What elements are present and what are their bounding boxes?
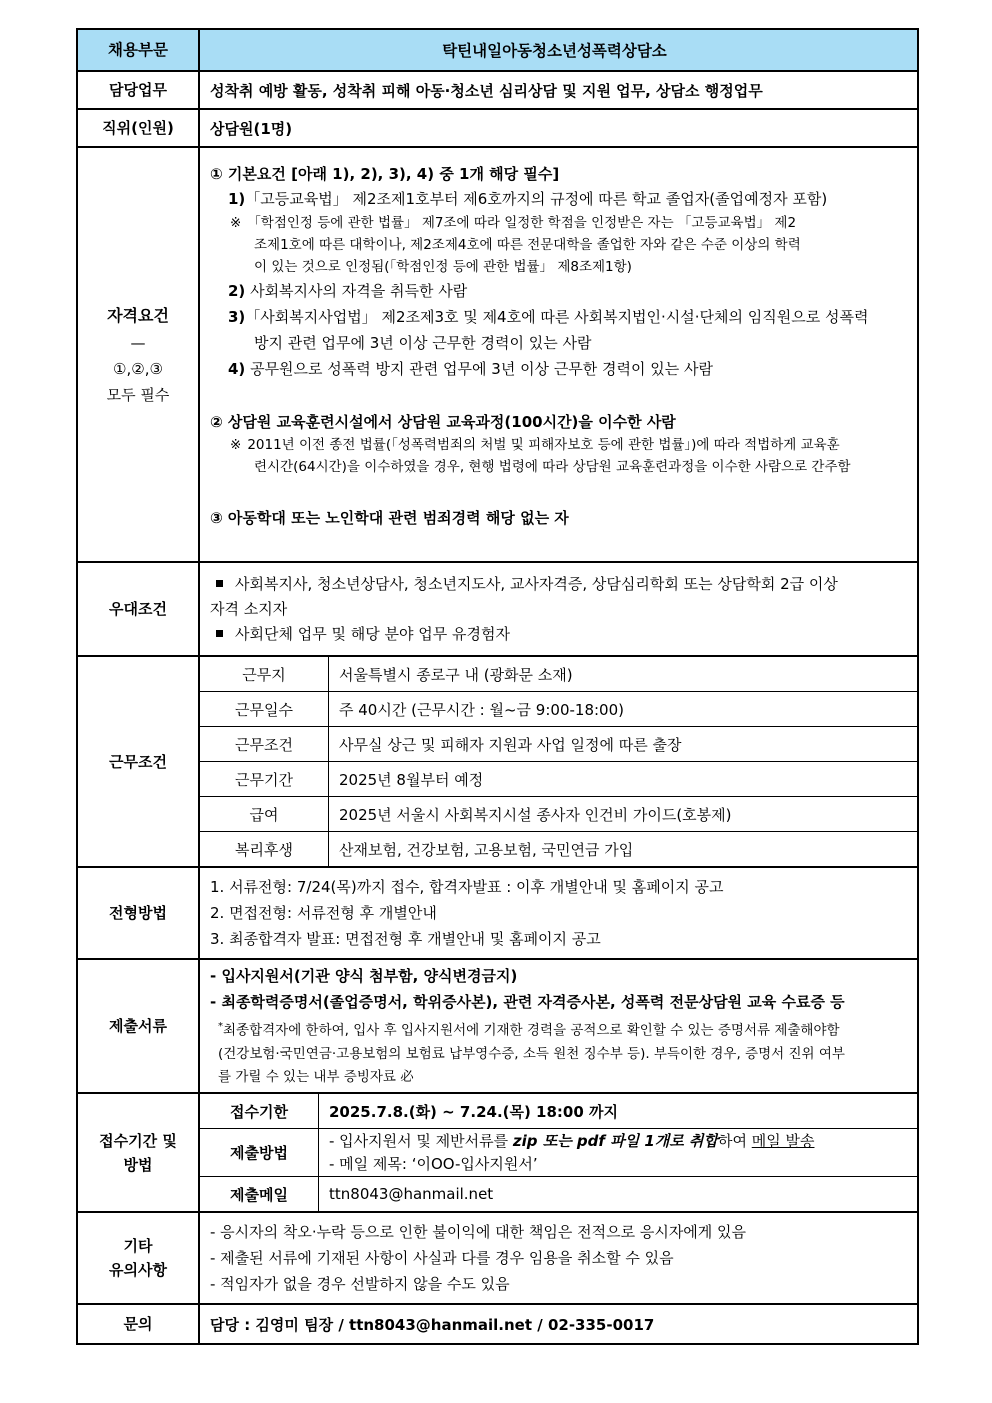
position-row [77, 109, 918, 147]
note-item-3: - 적임자가 없을 경우 선발하지 않을 수도 있음 [210, 1275, 510, 1293]
email-row [200, 1177, 917, 1212]
duty-row [77, 71, 918, 109]
receipt-label [77, 1093, 199, 1212]
requirement-item-1-text: 「고등교육법」 제2조제1호부터 제6호까지의 규정에 따른 학교 졸업자(졸업예정자 포함) [245, 190, 828, 208]
salary-row [200, 797, 917, 832]
basic-requirement-title: ① 기본요건 [아래 1), 2), 3), 4) 중 1개 해당 필수] [210, 165, 560, 183]
crime-record-requirement-title: ③ 아동학대 또는 노인학대 관련 범죄경력 해당 없는 자 [210, 509, 569, 527]
receipt-label-line-1: 접수기간 및 [99, 1131, 177, 1150]
square-bullet-icon [216, 630, 223, 637]
requirement-item-4 [210, 356, 909, 382]
job-posting-document [76, 28, 919, 1345]
requirement-item-1-number: 1) [228, 190, 246, 208]
email-label: 제출메일 [200, 1177, 319, 1212]
square-bullet-icon [216, 580, 223, 587]
work-conditions-table [200, 657, 917, 866]
preference-item-1-text: 사회복지사, 청소년상담사, 청소년지도사, 교사자격증, 상담심리학회 또는 상담학회 2급 이상 [235, 574, 838, 593]
document-item-1: - 입사지원서(기관 양식 첨부함, 양식변경금지) [210, 967, 518, 986]
method-value [319, 1129, 918, 1177]
qualification-label-items: ①,②,③ [113, 359, 163, 378]
education-note-line-1 [230, 212, 909, 234]
education-note-text-1: 「학점인정 등에 관한 법률」 제7조에 따라 일정한 학점을 인정받은 자는 「고등교육법」 제2 [247, 215, 797, 231]
receipt-table [200, 1094, 917, 1211]
note-item-1: - 응시자의 착오·누락 등으로 인한 불이익에 대한 책임은 전적으로 응시자에게 있음 [210, 1223, 747, 1241]
documents-row [77, 959, 918, 1093]
documents-note-line-1 [218, 1015, 909, 1043]
note-mark: ※ [230, 215, 242, 231]
work-location-row [200, 657, 917, 692]
notes-label-line-2: 유의사항 [109, 1261, 167, 1279]
training-requirement-title: ② 상담원 교육훈련시설에서 상담원 교육과정(100시간)을 이수한 사람 [210, 413, 676, 431]
preference-row [77, 562, 918, 656]
work-hours-value: 주 40시간 (근무시간 : 월~금 9:00-18:00) [329, 692, 918, 727]
requirement-item-3 [210, 304, 909, 330]
education-note-line-2: 조제1호에 따른 대학이나, 제2조제4호에 따른 전문대학을 졸업한 자와 같은 수준 이상의 학력 [254, 237, 801, 253]
selection-row [77, 867, 918, 959]
selection-step-1: 1. 서류전형: 7/24(목)까지 접수, 합격자발표 : 이후 개별안내 및 홈페이지 공고 [210, 878, 724, 896]
contact-value: 담당 : 김영미 팀장 / ttn8043@hanmail.net / 02-335-0017 [199, 1304, 918, 1344]
work-hours-row [200, 692, 917, 727]
qualification-label-title: 자격요건 [107, 305, 169, 325]
documents-note-line-2: (건강보험·국민연금·고용보험의 보험료 납부영수증, 소득 원천 징수부 등). 부득이한 경우, 증명서 진위 여부 [218, 1045, 845, 1062]
recruitment-division-row [77, 29, 918, 71]
work-type-label: 근무조건 [200, 727, 329, 762]
qualification-label [77, 147, 199, 562]
education-note-line-3: 이 있는 것으로 인정됨(「학점인정 등에 관한 법률」 제8조제1항) [254, 259, 632, 275]
recruitment-division-value: 탁틴내일아동청소년성폭력상담소 [199, 29, 918, 71]
salary-value: 2025년 서울시 사회복지시설 종사자 인건비 가이드(호봉제) [329, 797, 918, 832]
notes-row [77, 1212, 918, 1304]
preference-item-2 [210, 622, 909, 647]
training-note-line-1 [230, 434, 909, 456]
selection-content [199, 867, 918, 959]
documents-content [199, 959, 918, 1093]
work-hours-label: 근무일수 [200, 692, 329, 727]
work-period-value: 2025년 8월부터 예정 [329, 762, 918, 797]
position-value: 상담원(1명) [199, 109, 918, 147]
deadline-row [200, 1094, 917, 1129]
selection-step-2: 2. 면접전형: 서류전형 후 개별안내 [210, 904, 437, 922]
benefits-label: 복리후생 [200, 832, 329, 867]
work-period-label: 근무기간 [200, 762, 329, 797]
qualification-label-required: 모두 필수 [106, 385, 170, 404]
contact-label: 문의 [77, 1304, 199, 1344]
work-conditions-row [77, 656, 918, 867]
method-line-1 [329, 1130, 917, 1153]
deadline-value: 2025.7.8.(화) ~ 7.24.(목) 18:00 까지 [319, 1094, 918, 1129]
work-location-label: 근무지 [200, 657, 329, 692]
training-note [210, 434, 909, 478]
work-period-row [200, 762, 917, 797]
method-label: 제출방법 [200, 1129, 319, 1177]
requirement-item-3-continued: 방지 관련 업무에 3년 이상 근무한 경력이 있는 사람 [254, 334, 592, 352]
method-send-email: 메일 발송 [751, 1131, 815, 1150]
method-text-c: 하여 [717, 1131, 752, 1150]
email-value[interactable]: ttn8043@hanmail.net [319, 1177, 918, 1212]
requirement-item-4-text: 공무원으로 성폭력 방지 관련 업무에 3년 이상 근무한 경력이 있는 사람 [250, 360, 714, 378]
method-line-2: - 메일 제목: ‘이OO-입사지원서’ [329, 1154, 538, 1173]
benefits-value: 산재보험, 건강보험, 고용보험, 국민연금 가입 [329, 832, 918, 867]
work-type-row [200, 727, 917, 762]
method-file-format: zip 또는 pdf 파일 1개로 취합 [512, 1131, 718, 1150]
receipt-content [199, 1093, 918, 1212]
receipt-label-line-2: 방법 [123, 1155, 153, 1174]
asterisk-mark: * [218, 1021, 223, 1033]
notes-label-line-1: 기타 [123, 1237, 153, 1255]
training-note-line-2: 련시간(64시간)을 이수하였을 경우, 현행 법령에 따라 상담원 교육훈련과정을 이수한 사람으로 간주함 [254, 459, 851, 475]
requirement-item-4-number: 4) [228, 360, 246, 378]
preference-label: 우대조건 [77, 562, 199, 656]
qualification-row [77, 147, 918, 562]
requirement-item-1 [210, 186, 909, 212]
requirement-item-2-text: 사회복지사의 자격을 취득한 사람 [250, 282, 468, 300]
duty-value: 성착취 예방 활동, 성착취 피해 아동·청소년 심리상담 및 지원 업무, 상담소 행정업무 [199, 71, 918, 109]
benefits-row [200, 832, 917, 867]
notes-label [77, 1212, 199, 1304]
selection-step-3: 3. 최종합격자 발표: 면접전형 후 개별안내 및 홈페이지 공고 [210, 930, 601, 948]
qualification-label-dash: — [130, 333, 146, 352]
training-note-text-1: 2011년 이전 종전 법률(「성폭력범죄의 처벌 및 피해자보호 등에 관한 법률」)에 따라 적법하게 교육훈 [247, 437, 840, 453]
receipt-row [77, 1093, 918, 1212]
document-item-2: - 최종학력증명서(졸업증명서, 학위증사본), 관련 자격증사본, 성폭력 전문상담원 교육 수료증 등 [210, 993, 845, 1012]
preference-content [199, 562, 918, 656]
recruitment-division-label: 채용부문 [77, 29, 199, 71]
documents-label: 제출서류 [77, 959, 199, 1093]
qualification-content [199, 147, 918, 562]
position-label: 직위(인원) [77, 109, 199, 147]
education-note [210, 212, 909, 278]
documents-note-text-1: 최종합격자에 한하여, 입사 후 입사지원서에 기재한 경력을 공적으로 확인할 수 있는 증명서류 제출해야함 [223, 1022, 840, 1039]
preference-item-2-text: 사회단체 업무 및 해당 분야 업무 유경험자 [235, 624, 510, 643]
job-posting-table [76, 28, 919, 1345]
work-location-value: 서울특별시 종로구 내 (광화문 소재) [329, 657, 918, 692]
salary-label: 급여 [200, 797, 329, 832]
requirement-item-2-number: 2) [228, 282, 246, 300]
requirement-item-2 [210, 278, 909, 304]
duty-label: 담당업무 [77, 71, 199, 109]
preference-item-1-continued: 자격 소지자 [210, 599, 288, 618]
work-conditions-label: 근무조건 [77, 656, 199, 867]
requirement-item-3-text: 「사회복지사업법」 제2조제3호 및 제4호에 따른 사회복지법인·시설·단체의 임직원으로 성폭력 [245, 308, 869, 326]
documents-note [210, 1015, 909, 1089]
contact-row [77, 1304, 918, 1344]
documents-note-line-3: 를 가릴 수 있는 내부 증빙자료 必 [218, 1068, 414, 1085]
note-item-2: - 제출된 서류에 기재된 사항이 사실과 다를 경우 임용을 취소할 수 있음 [210, 1249, 674, 1267]
work-conditions-content [199, 656, 918, 867]
requirement-item-3-number: 3) [228, 308, 246, 326]
training-note-mark: ※ [230, 437, 242, 453]
preference-item-1 [210, 572, 909, 597]
deadline-label: 접수기한 [200, 1094, 319, 1129]
selection-label: 전형방법 [77, 867, 199, 959]
method-row [200, 1129, 917, 1177]
work-type-value: 사무실 상근 및 피해자 지원과 사업 일정에 따른 출장 [329, 727, 918, 762]
method-text-a: - 입사지원서 및 제반서류를 [329, 1131, 513, 1150]
notes-content [199, 1212, 918, 1304]
